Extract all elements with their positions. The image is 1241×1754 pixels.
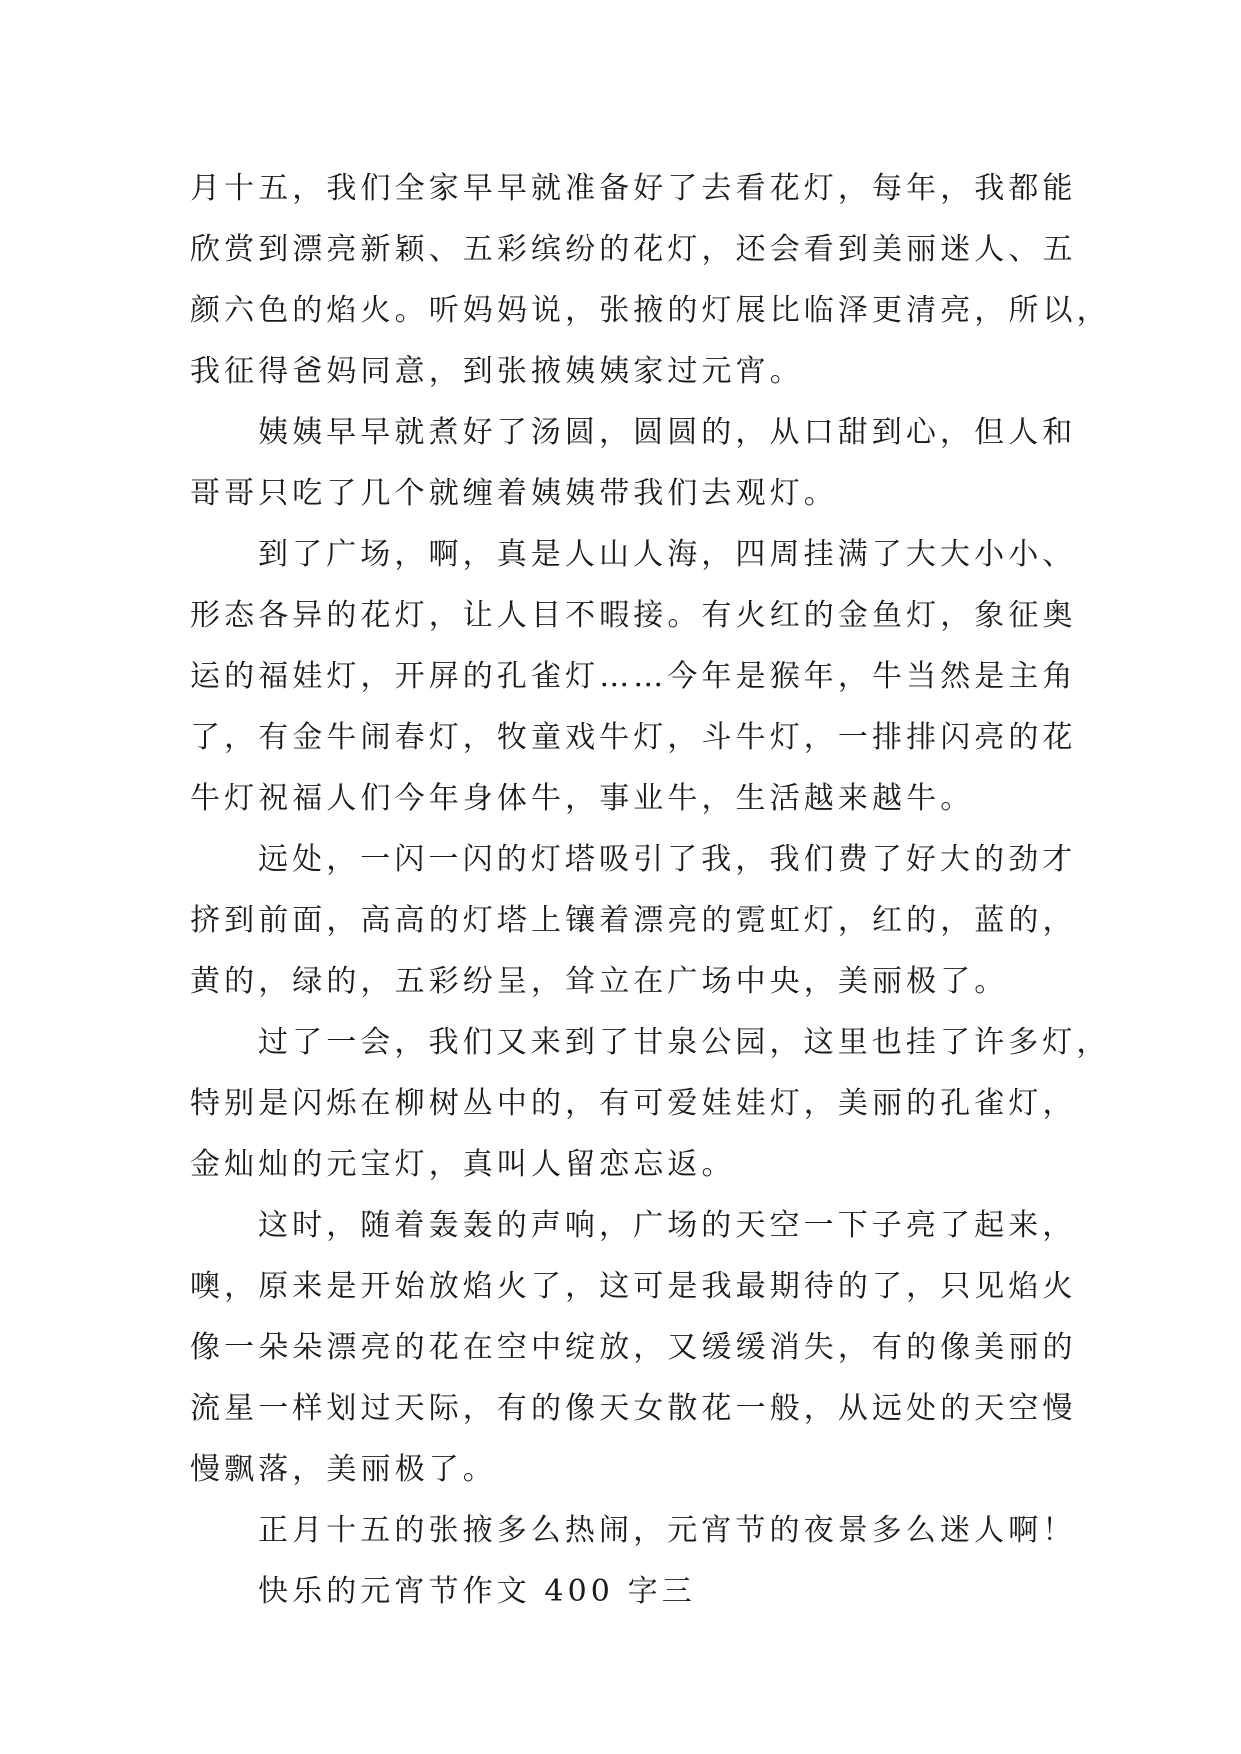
paragraph-first-line: 这时，随着轰轰的声响，广场的天空一下子亮了起来， — [258, 1208, 1077, 1243]
paragraph-first-line: 到了广场，啊，真是人山人海，四周挂满了大大小小、 — [258, 537, 1077, 572]
text-line: 了，有金牛闹春灯，牧童戏牛灯，斗牛灯，一排排闪亮的花 — [190, 720, 1077, 755]
text-line: 像一朵朵漂亮的花在空中绽放，又缓缓消失，有的像美丽的 — [190, 1330, 1077, 1365]
text-line: 特别是闪烁在柳树丛中的，有可爱娃娃灯，美丽的孔雀灯， — [190, 1086, 1077, 1121]
text-line: 运的福娃灯，开屏的孔雀灯……今年是猴年，牛当然是主角 — [190, 659, 1077, 694]
text-line: 欣赏到漂亮新颖、五彩缤纷的花灯，还会看到美丽迷人、五 — [190, 232, 1077, 267]
text-line: 牛灯祝福人们今年身体牛，事业牛，生活越来越牛。 — [190, 781, 975, 816]
text-line: 形态各异的花灯，让人目不暇接。有火红的金鱼灯，象征奥 — [190, 598, 1077, 633]
text-line: 噢，原来是开始放焰火了，这可是我最期待的了，只见焰火 — [190, 1269, 1077, 1304]
paragraph-first-line: 远处，一闪一闪的灯塔吸引了我，我们费了好大的劲才 — [258, 842, 1077, 877]
article-body — [190, 158, 1111, 1622]
paragraph-first-line: 姨姨早早就煮好了汤圆，圆圆的，从口甜到心，但人和 — [258, 415, 1077, 450]
text-line: 金灿灿的元宝灯，真叫人留恋忘返。 — [190, 1147, 736, 1182]
text-line: 颜六色的焰火。听妈妈说，张掖的灯展比临泽更清亮，所以， — [190, 293, 1111, 328]
section-heading: 快乐的元宵节作文 400 字三 — [258, 1574, 696, 1609]
paragraph-first-line: 过了一会，我们又来到了甘泉公园，这里也挂了许多灯， — [258, 1025, 1111, 1060]
text-line: 慢飘落，美丽极了。 — [190, 1452, 497, 1487]
text-line: 流星一样划过天际，有的像天女散花一般，从远处的天空慢 — [190, 1391, 1077, 1426]
text-line: 挤到前面，高高的灯塔上镶着漂亮的霓虹灯，红的，蓝的， — [190, 903, 1077, 938]
paragraph-first-line: 正月十五的张掖多么热闹，元宵节的夜景多么迷人啊！ — [258, 1513, 1077, 1548]
text-line: 黄的，绿的，五彩纷呈，耸立在广场中央，美丽极了。 — [190, 964, 1009, 999]
text-line: 哥哥只吃了几个就缠着姨姨带我们去观灯。 — [190, 476, 838, 511]
text-line: 月十五，我们全家早早就准备好了去看花灯，每年，我都能 — [190, 171, 1077, 206]
text-line: 我征得爸妈同意，到张掖姨姨家过元宵。 — [190, 354, 804, 389]
